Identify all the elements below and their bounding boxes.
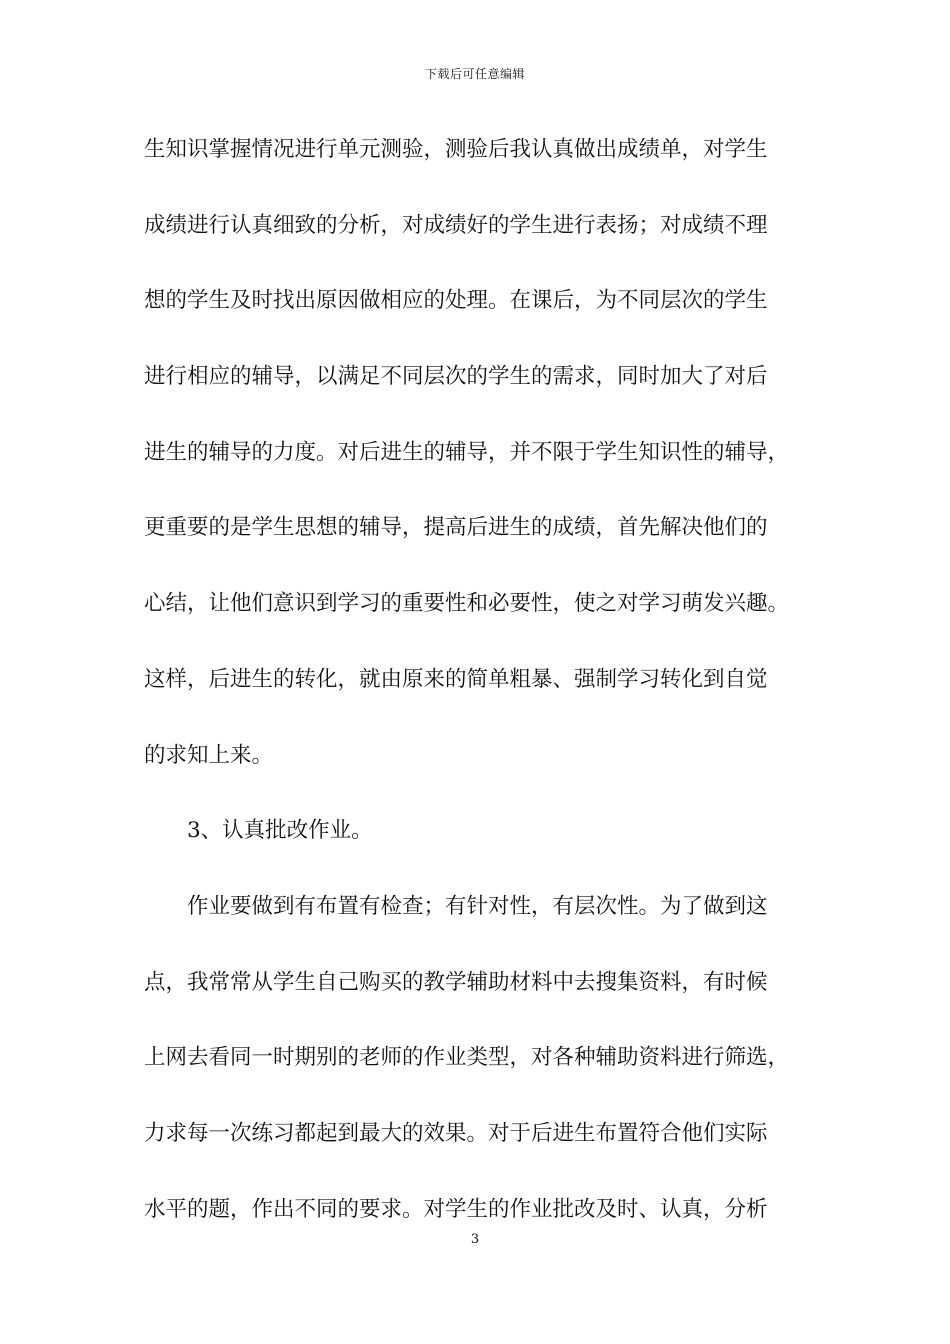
- document-body: [144, 130, 816, 1265]
- section-heading: 3、认真批改作业。: [187, 818, 373, 844]
- paragraph-line: 成绩进行认真细致的分析，对成绩好的学生进行表扬；对成绩不理: [144, 212, 768, 238]
- paragraph-line: 进生的辅导的力度。对后进生的辅导，并不限于学生知识性的辅导，: [144, 439, 790, 465]
- paragraph-line: 心结，让他们意识到学习的重要性和必要性，使之对学习萌发兴趣。: [144, 591, 790, 617]
- paragraph-line: 作业要做到有布置有检查；有针对性，有层次性。为了做到这: [187, 893, 768, 919]
- page-header: 下载后可任意编辑: [424, 67, 525, 81]
- paragraph-line: 的求知上来。: [144, 742, 274, 768]
- paragraph-line: 水平的题，作出不同的要求。对学生的作业批改及时、认真，分析: [144, 1196, 768, 1222]
- paragraph-line: 上网去看同一时期别的老师的作业类型，对各种辅助资料进行筛选，: [144, 1045, 790, 1071]
- paragraph-line: 生知识掌握情况进行单元测验，测验后我认真做出成绩单，对学生: [144, 137, 768, 162]
- paragraph-line: 点，我常常从学生自己购买的教学辅助材料中去搜集资料，有时候: [144, 969, 768, 995]
- paragraph-line: 进行相应的辅导，以满足不同层次的学生的需求，同时加大了对后: [144, 364, 768, 390]
- paragraph-line: 力求每一次练习都起到最大的效果。对于后进生布置符合他们实际: [144, 1120, 768, 1146]
- paragraph-line: 更重要的是学生思想的辅导，提高后进生的成绩，首先解决他们的: [144, 515, 768, 541]
- page-number: 3: [470, 1232, 480, 1247]
- paragraph-line: 想的学生及时找出原因做相应的处理。在课后，为不同层次的学生: [144, 288, 768, 314]
- paragraph-line: 这样，后进生的转化，就由原来的简单粗暴、强制学习转化到自觉: [144, 666, 768, 692]
